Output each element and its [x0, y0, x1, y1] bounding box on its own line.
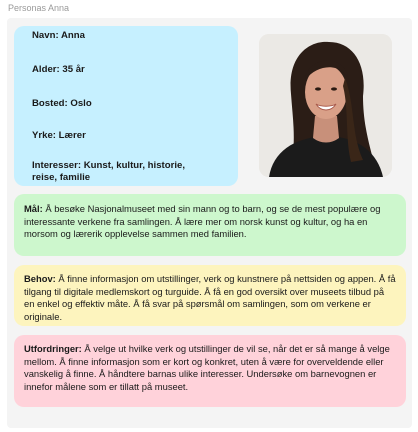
persona-name: Navn: Anna [32, 30, 85, 41]
persona-age: Alder: 35 år [32, 64, 85, 75]
persona-city: Bosted: Oslo [32, 98, 92, 109]
challenges-text: Å velge ut hvilke verk og utstillinger de vil se, når det er så mange å velge mellom. Å finne informasjon som er kort og konkret, uten å være for overveldende eller vanskelig å finne. Å håndtere barnas ulike interesser. Undersøke om barnevognen er innefor målene som er tillatt på museet. [24, 343, 390, 392]
goal-text: Å besøke Nasjonalmuseet med sin mann og to barn, og se de mest populære og interessante verkene fra samlingen. Å lære mer om norsk kunst og kultur, og ha en morsom og lærerik opplevelse sammen med familien. [24, 203, 381, 240]
interests-line-1: Interesser: Kunst, kultur, historie, [32, 160, 186, 171]
goal-label: Mål: [24, 203, 46, 214]
persona-interests [32, 160, 185, 184]
interests-line-2: reise, familie [32, 172, 91, 183]
persona-job: Yrke: Lærer [32, 130, 86, 141]
needs-text: Å finne informasjon om utstillinger, verk og kunstnere på nettsiden og appen. Å få tilgang til digitale medlemskort og turguide. Å få en god oversikt over museets tilbud på en enkel og effektiv måte. Å få svar på spørsmål om samlingen, som om verkene er originale. [24, 273, 396, 322]
challenges-label: Utfordringer: [24, 343, 85, 354]
goal-card [14, 194, 406, 256]
persona-photo [259, 34, 392, 177]
persona-portrait-image [259, 34, 392, 177]
challenges-card [14, 335, 406, 407]
frame-title: Personas Anna [8, 3, 70, 13]
persona-info-card [14, 26, 238, 186]
needs-card [14, 265, 406, 326]
needs-label: Behov: [24, 273, 59, 284]
